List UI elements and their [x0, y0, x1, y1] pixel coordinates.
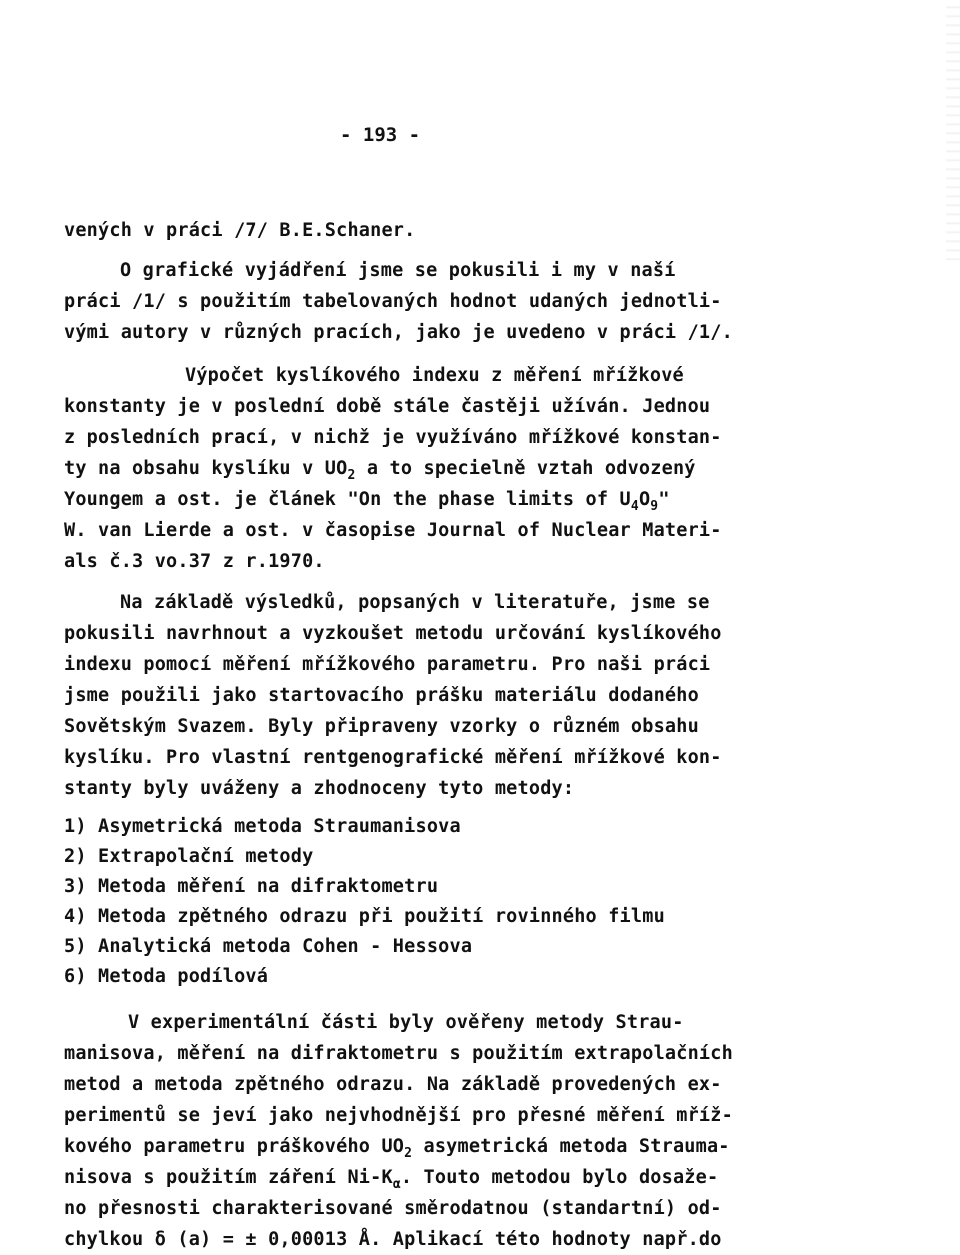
text-line: V experimentální části byly ověřeny metody Strau- [128, 1012, 684, 1033]
text-segment: a to specielně vztah odvozený [355, 458, 696, 479]
text-segment: O [638, 489, 651, 510]
text-line: als č.3 vo.37 z r.1970. [64, 551, 325, 572]
subscript: 2 [347, 468, 356, 483]
text-segment: ty na obsahu kyslíku v UO [64, 458, 348, 479]
text-line: jsme použili jako startovacího prášku materiálu dodaného [64, 685, 699, 706]
text-line: práci /1/ s použitím tabelovaných hodnot udaných jednotli- [64, 291, 722, 312]
text-line: metod a metoda zpětného odrazu. Na základě provedených ex- [64, 1074, 722, 1095]
text-line: Výpočet kyslíkového indexu z měření mřížkové [185, 365, 684, 386]
text-line: Sovětským Svazem. Byly připraveny vzorky o různém obsahu [64, 716, 699, 737]
text-segment: . Touto metodou bylo dosaže- [400, 1167, 719, 1188]
text-line-with-formula [64, 1167, 719, 1192]
text-segment: " [658, 489, 670, 510]
text-line: vými autory v různých pracích, jako je uvedeno v práci /1/. [64, 322, 733, 343]
text-line: pokusili navrhnout a vyzkoušet metodu určování kyslíkového [64, 623, 722, 644]
list-item: 6) Metoda podílová [64, 966, 269, 987]
text-line-with-formula [64, 458, 696, 483]
text-line: vených v práci /7/ B.E.Schaner. [64, 220, 416, 241]
text-line: O grafické vyjádření jsme se pokusili i my v naší [120, 260, 676, 281]
text-segment: nisova s použitím záření Ni-K [64, 1167, 393, 1188]
text-line: kyslíku. Pro vlastní rentgenografické měření mřížkové kon- [64, 747, 722, 768]
subscript: 2 [404, 1146, 413, 1161]
page-number: - 193 - [340, 124, 421, 146]
text-line: indexu pomocí měření mřížkového parametru. Pro naši práci [64, 654, 711, 675]
list-item: 3) Metoda měření na difraktometru [64, 876, 439, 897]
text-line: W. van Lierde a ost. v časopise Journal of Nuclear Materi- [64, 520, 722, 541]
text-line: chylkou δ (a) = ± 0,00013 Å. Aplikací této hodnoty např.do [64, 1229, 722, 1250]
text-line: stanty byly uváženy a zhodnoceny tyto metody: [64, 778, 575, 799]
list-item: 2) Extrapolační metody [64, 846, 314, 867]
text-line-with-formula [64, 1136, 730, 1161]
text-line: konstanty je v poslední době stále častěji užíván. Jednou [64, 396, 711, 417]
list-item: 5) Analytická metoda Cohen - Hessova [64, 936, 473, 957]
text-segment: Youngem a ost. je článek "On the phase limits of U [64, 489, 631, 510]
subscript: α [392, 1177, 401, 1192]
text-segment: kového parametru práškového UO [64, 1136, 405, 1157]
text-line: perimentů se jeví jako nejvhodnější pro přesné měření mříž- [64, 1105, 733, 1126]
text-line: manisova, měření na difraktometru s použitím extrapolačních [64, 1043, 733, 1064]
list-item: 1) Asymetrická metoda Straumanisova [64, 816, 461, 837]
text-line-with-formula [64, 489, 670, 514]
text-segment: asymetrická metoda Strauma- [412, 1136, 730, 1157]
subscript: 9 [650, 499, 659, 514]
text-line: Na základě výsledků, popsaných v literatuře, jsme se [120, 592, 710, 613]
subscript: 4 [630, 499, 639, 514]
text-line: no přesnosti charakterisované směrodatnou (standartní) od- [64, 1198, 722, 1219]
text-line: z posledních prací, v nichž je využíváno mřížkové konstan- [64, 427, 722, 448]
list-item: 4) Metoda zpětného odrazu při použití rovinného filmu [64, 906, 665, 927]
scan-edge-artifact [946, 0, 960, 260]
